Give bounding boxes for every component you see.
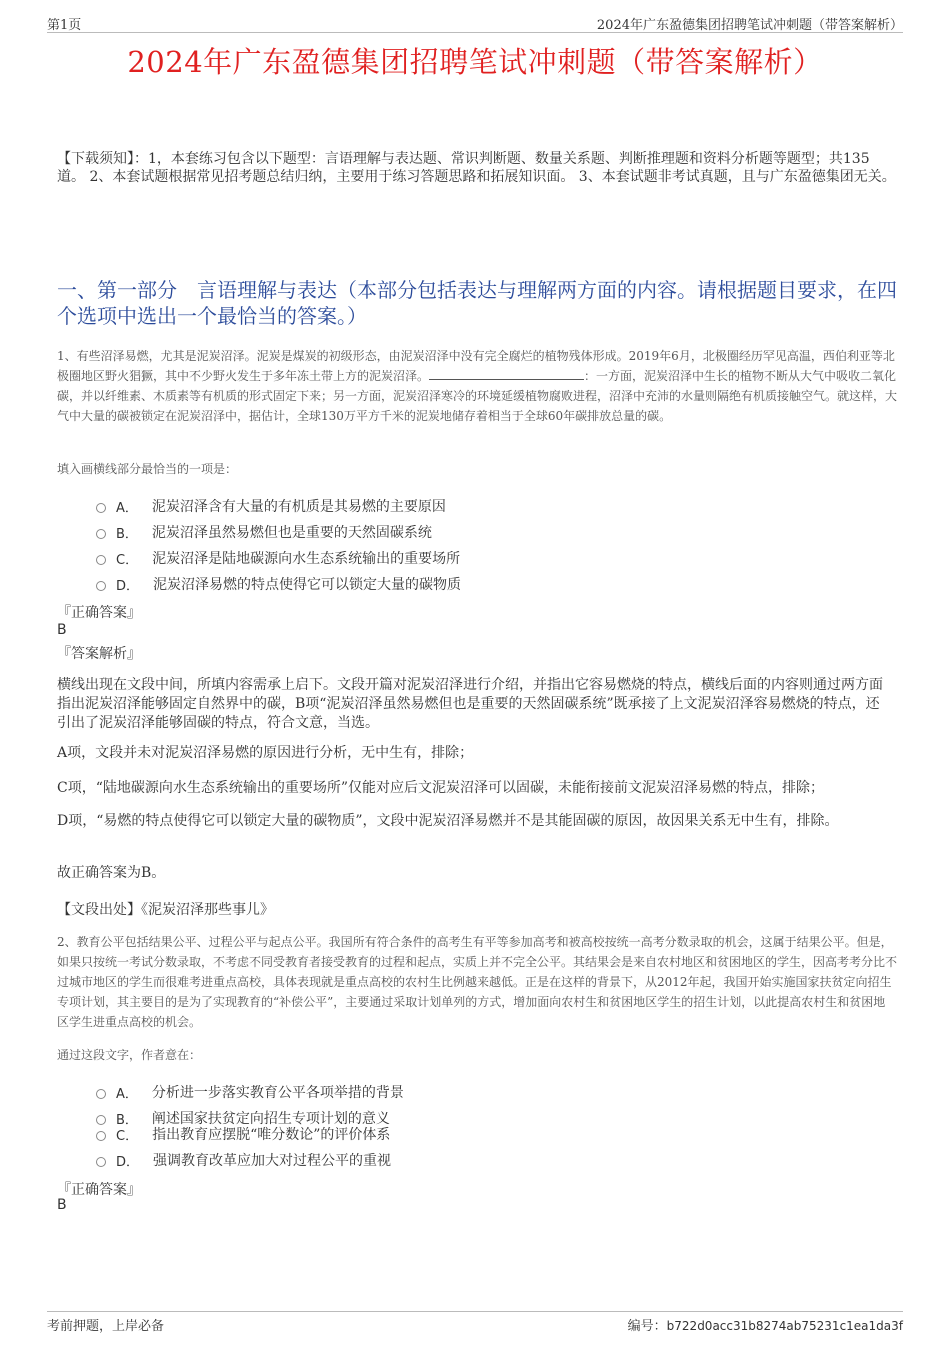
radio-icon[interactable] bbox=[96, 529, 106, 539]
page-number: 第1页 bbox=[47, 18, 82, 33]
option-text: 阐述国家扶贫定向招生专项计划的意义 bbox=[151, 1111, 390, 1127]
question-1-passage-b: ：一方面，泥炭沼泽中生长的植物不断从大气中吸收二氧化碳，并以纤维素、木质素等有机质的形式固定下来；另一方面，泥炭沼泽寒冷的环境延缓植物腐败进程，沼泽中充沛的水量则隔绝有机质接触空气。就这样，大气中大量的碳被锁定在泥炭沼泽中，据估计，全球130万平方千米的泥炭地储存着相当于全球60年碳排放总量的碳。 bbox=[57, 369, 898, 423]
question-1-analysis-conclusion: 故正确答案为B。 bbox=[57, 865, 166, 881]
question-1-analysis-a: A项，文段并未对泥炭沼泽易燃的原因进行分析，无中生有，排除； bbox=[57, 745, 474, 761]
option-letter: A． bbox=[116, 1086, 138, 1102]
question-1-answer-label: 『正确答案』 bbox=[57, 605, 141, 621]
download-notice: 【下载须知】：1，本套练习包含以下题型：言语理解与表达题、常识判断题、数量关系题、判断推理题和资料分析题等题型；共135道。 2、本套试题根据常见招考题总结归纳，主要用于练习答题思路和拓展知识面。 3、本套试题非考试真题，且与广东盈德集团无关。 bbox=[57, 151, 896, 185]
option-text: 指出教育应摆脱“唯分数论”的评价体系 bbox=[152, 1127, 391, 1143]
footer-slogan: 考前押题，上岸必备 bbox=[47, 1319, 165, 1334]
fill-blank-line bbox=[429, 367, 584, 380]
footer-code-value: b722d0acc31b8274ab75231c1ea1da3f bbox=[666, 1319, 903, 1333]
option-text: 泥炭沼泽虽然易燃但也是重要的天然固碳系统 bbox=[151, 525, 432, 541]
question-2-option-c[interactable] bbox=[96, 1124, 390, 1144]
question-1-option-a[interactable] bbox=[96, 496, 446, 516]
page-header bbox=[47, 14, 903, 33]
page-footer bbox=[47, 1311, 903, 1334]
question-2-passage: 2、教育公平包括结果公平、过程公平与起点公平。我国所有符合条件的高考生有平等参加高考和被高校按统一高考分数录取的机会，这属于结果公平。但是，如果只按统一考试分数录取，不考虑不同受教育者接受教育的过程和起点，实质上并不完全公平。其结果会是来自农村地区和贫困地区的学生，因高考考分比不过城市地区的学生而很难考进重点高校，具体表现就是重点高校的农村生比例越来越低。正是在这样的背景下，从2012年起，我国开始实施国家扶贫定向招生专项计划，其主要目的是为了实现教育的“补偿公平”，主要通过采取计划单列的方式，增加面向农村生和贫困地区学生的招生计划，以此提高农村生和贫困地区学生进重点高校的机会。 bbox=[57, 935, 898, 1029]
section-heading: 一、第一部分 言语理解与表达（本部分包括表达与理解两方面的内容。请根据题目要求，在四个选项中选出一个最恰当的答案。） bbox=[57, 278, 897, 328]
option-letter: C． bbox=[116, 552, 139, 568]
radio-icon[interactable] bbox=[96, 503, 106, 513]
question-1-option-c[interactable] bbox=[96, 548, 460, 568]
document-title: 2024年广东盈德集团招聘笔试冲刺题（带答案解析） bbox=[127, 45, 823, 79]
question-1-option-b[interactable] bbox=[96, 522, 432, 542]
question-1-analysis-main: 横线出现在文段中间，所填内容需承上启下。文段开篇对泥炭沼泽进行介绍，并指出它容易燃烧的特点，横线后面的内容则通过两方面指出泥炭沼泽能够固定自然界中的碳，B项“泥炭沼泽虽然易燃但也是重要的天然固碳系统”既承接了上文泥炭沼泽容易燃烧的特点，还引出了泥炭沼泽能够固碳的特点，符合文意，当选。 bbox=[57, 677, 883, 731]
question-1-analysis-c: C项，“陆地碳源向水生态系统输出的重要场所”仅能对应后文泥炭沼泽可以固碳，未能衔接前文泥炭沼泽易燃的特点，排除； bbox=[57, 780, 825, 796]
question-1-prompt: 填入画横线部分最恰当的一项是： bbox=[57, 462, 238, 476]
question-1-source: 【文段出处】《泥炭沼泽那些事儿》 bbox=[57, 902, 274, 918]
question-1-analysis-label: 『答案解析』 bbox=[57, 646, 141, 662]
option-text: 泥炭沼泽易燃的特点使得它可以锁定大量的碳物质 bbox=[153, 577, 462, 593]
option-letter: D． bbox=[116, 1154, 140, 1170]
option-letter: B． bbox=[116, 526, 138, 542]
option-letter: C． bbox=[116, 1128, 139, 1144]
option-text: 泥炭沼泽是陆地碳源向水生态系统输出的重要场所 bbox=[152, 551, 461, 567]
option-text: 泥炭沼泽含有大量的有机质是其易燃的主要原因 bbox=[151, 499, 446, 515]
option-letter: A． bbox=[116, 500, 138, 516]
header-doc-title: 2024年广东盈德集团招聘笔试冲刺题（带答案解析） bbox=[596, 18, 903, 33]
option-letter: D． bbox=[116, 578, 140, 594]
question-2-answer-label: 『正确答案』 bbox=[57, 1182, 141, 1198]
option-letter: B． bbox=[116, 1112, 138, 1128]
radio-icon[interactable] bbox=[96, 1157, 106, 1167]
footer-code bbox=[628, 1315, 903, 1334]
radio-icon[interactable] bbox=[96, 555, 106, 565]
option-text: 分析进一步落实教育公平各项举措的背景 bbox=[151, 1085, 404, 1101]
question-1-passage bbox=[57, 346, 897, 426]
footer-code-label: 编号： bbox=[627, 1319, 667, 1334]
question-1-option-d[interactable] bbox=[96, 574, 461, 594]
radio-icon[interactable] bbox=[96, 1131, 106, 1141]
option-text: 强调教育改革应加大对过程公平的重视 bbox=[153, 1153, 392, 1169]
question-1-passage-a: 1、有些沼泽易燃，尤其是泥炭沼泽。泥炭是煤炭的初级形态，由泥炭沼泽中没有完全腐烂的植物残体形成。2019年6月，北极圈经历罕见高温，西伯利亚等北极圈地区野火猖獗，其中不少野火发生于多年冻土带上方的泥炭沼泽。 bbox=[57, 349, 895, 383]
radio-icon[interactable] bbox=[96, 581, 106, 591]
question-2-answer: B bbox=[57, 1197, 67, 1213]
radio-icon[interactable] bbox=[96, 1089, 106, 1099]
question-1-analysis-d: D项，“易燃的特点使得它可以锁定大量的碳物质”，文段中泥炭沼泽易燃并不是其能固碳的原因，故因果关系无中生有，排除。 bbox=[57, 813, 839, 829]
question-1-answer: B bbox=[57, 622, 67, 638]
question-2-option-d[interactable] bbox=[96, 1150, 391, 1170]
question-2-option-a[interactable] bbox=[96, 1082, 404, 1102]
question-2-prompt: 通过这段文字，作者意在： bbox=[57, 1048, 202, 1062]
